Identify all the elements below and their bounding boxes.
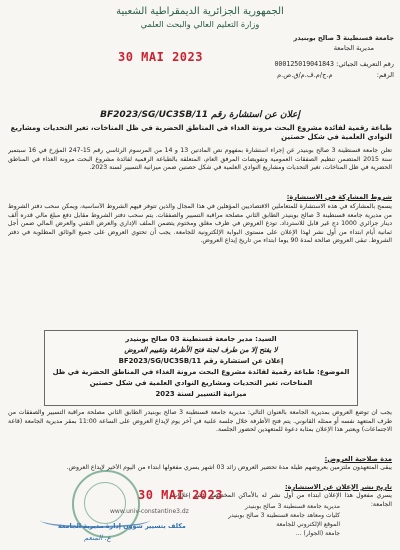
signatory-name: ع. المنعم: [84, 534, 111, 542]
university-website: www.univ-constantine3.dz: [110, 508, 189, 515]
box-do-not-open: لا يفتح إلا من طرف لجنة فتح الأظرفة وتقييم العروض: [124, 346, 278, 354]
posting-heading: تاريخ نشر الإعلان عن الاستشارة:: [284, 483, 392, 491]
ministry-header: وزارة التعليم العالي والبحث العلمي: [140, 19, 260, 29]
notice-title: إعلان عن استشارة رقم BF2023/SG/UC3SB/11: [100, 110, 300, 120]
envelope-box: [44, 330, 358, 406]
box-consultation-number: إعلان عن استشارة رقم BF2023/SG/UC3SB/11: [118, 357, 284, 365]
tax-id-number: 000125019041843: [274, 60, 334, 68]
notice-subtitle: طباعة رقمية لفائدة مشروع البحث مرونة الغذاء في المناطق الحضرية في ظل المناخات، تغير التحديات ومشاريع النوادي العلمية في شكل حصتين: [10, 124, 392, 141]
posting-place-4: جامعة (الجوار) ...: [295, 530, 340, 537]
participation-heading: شروط المشاركة في الاستشارة:: [286, 193, 392, 201]
box-budget: ميزانية التسيير لسنة 2023: [155, 390, 247, 398]
posting-place-3: الموقع الإلكتروني للجامعة: [276, 521, 340, 528]
notice-intro: تعلن جامعة قسنطينة 3 صالح بوبنيدر عن إجراء استشارة بمفهوم نص المادتين 13 و 14 من المرسوم الرئاسي رقم 15-247 المؤرخ في 16 سبتمبر سنة 2015 المتضمن تنظيم الصفقات العمومية وتفويضات المرفق العام، المتعلقة بالطباعة الرقمية لفائدة مشروع البحث مرونة الغذاء في المناطق الحضرية في ظل المناخات، تغير التحديات ومشاريع النوادي العلمية في شكل حصتين ضمن ميزانية التسيير لسنة 2023.: [8, 147, 392, 172]
directorate-name: مديرية الجامعة: [333, 44, 374, 52]
signatory-role: مكلف بتسيير شؤون إدارة مديرية الجامعة: [58, 522, 186, 530]
republic-header: الجمهورية الجزائرية الديمقراطية الشعبية: [116, 6, 284, 17]
box-subject-1: الموضوع: طباعة رقمية لفائدة مشروع البحث مرونة الغذاء في المناطق الحضرية في ظل: [52, 368, 350, 376]
university-name: جامعة قسنطينة 3 صالح بوبنيدر: [293, 34, 394, 42]
tax-id-label: رقم التعريف الجبائي:: [336, 60, 394, 68]
validity-text: يبقى المتعهدون ملتزمين بعروضهم طيلة مدة تحضير العروض زائد 03 أشهر يسري مفعولها ابتداء من اليوم الأخير لإيداع العروض.: [66, 464, 392, 471]
reference-line: [277, 71, 394, 79]
box-subject-2: المناخات، تغير التحديات ومشاريع النوادي العلمية في شكل حصتين: [89, 379, 313, 387]
submission-text: يجب أن توضع العروض بمديرية الجامعة بالعنوان التالي: مديرية جامعة قسنطينة 3 صالح بوبنيدر الطابق الثاني مصلحة مراقبة التسيير والصفقات من طرف المتعهد نفسه أو ممثله القانوني. يتم فتح الأظرفة خلال جلسة علنية في آخر يوم لإيداع العروض على الساعة 11:00 بمقر مديرية الجامعة (قاعة الاجتماعات) ويعتبر هذا الإعلان بمثابة دعوة للمتعهدين لحضور الجلسة.: [8, 409, 392, 434]
date-stamp: 30 MAI 2023: [118, 50, 203, 64]
validity-heading: مدة صلاحية العروض:: [324, 455, 392, 463]
signature-stroke: [40, 512, 150, 528]
participation-text: يسمح بالمشاركة في هذه الاستشارة للمتعاملين الاقتصاديين المؤهلين في هذا المجال والذين تتوفر فيهم الشروط الأساسية، ويمكن سحب دفتر الشروط من مديرية جامعة قسنطينة 3 صالح بوبنيدر الطابق الثاني مصلحة مراقبة التسيير والصفقات. يتم سحب دفتر الشروط مقابل دفع مبلغ مالي قدره ألف دينار جزائري 1000 دج غير قابل للاسترداد. تودع العروض في ظرف مغلق ومختوم يتضمن الملف الإداري والعرض التقني والعرض المالي ضمن أجل ثمانية أيام ابتداء من أول نشر لهذا الإعلان على مستوى البوابة الإلكترونية للجامعة. يجب أن تحتوي العروض على جميع الوثائق المطلوبة في دفتر الشروط. تبقى العروض صالحة لمدة 90 يوما ابتداء من تاريخ إيداع العروض.: [8, 203, 392, 245]
posting-text: يسري مفعول هذا الإعلان ابتداء من أول نشر له بالأماكن المخصصة لنشر إعلانات الجامعة:: [172, 492, 392, 508]
posting-place-2: كليات ومعاهد جامعة قسنطينة 3 صالح بوبنيدر: [228, 512, 340, 519]
date-stamp-2: 30 MAI 2023: [138, 488, 223, 502]
posting-place-1: مديرية جامعة قسنطينة 3 صالح بوبنيدر: [245, 503, 340, 510]
tax-id-line: [274, 60, 394, 68]
reference-label: الرقم:: [376, 71, 394, 79]
box-addressee: السيد: مدير جامعة قسنطينة 03 صالح بوبنيدر: [125, 335, 277, 343]
reference-suffix: م.ج/م.ف.م/ق.ص.م: [277, 71, 333, 79]
